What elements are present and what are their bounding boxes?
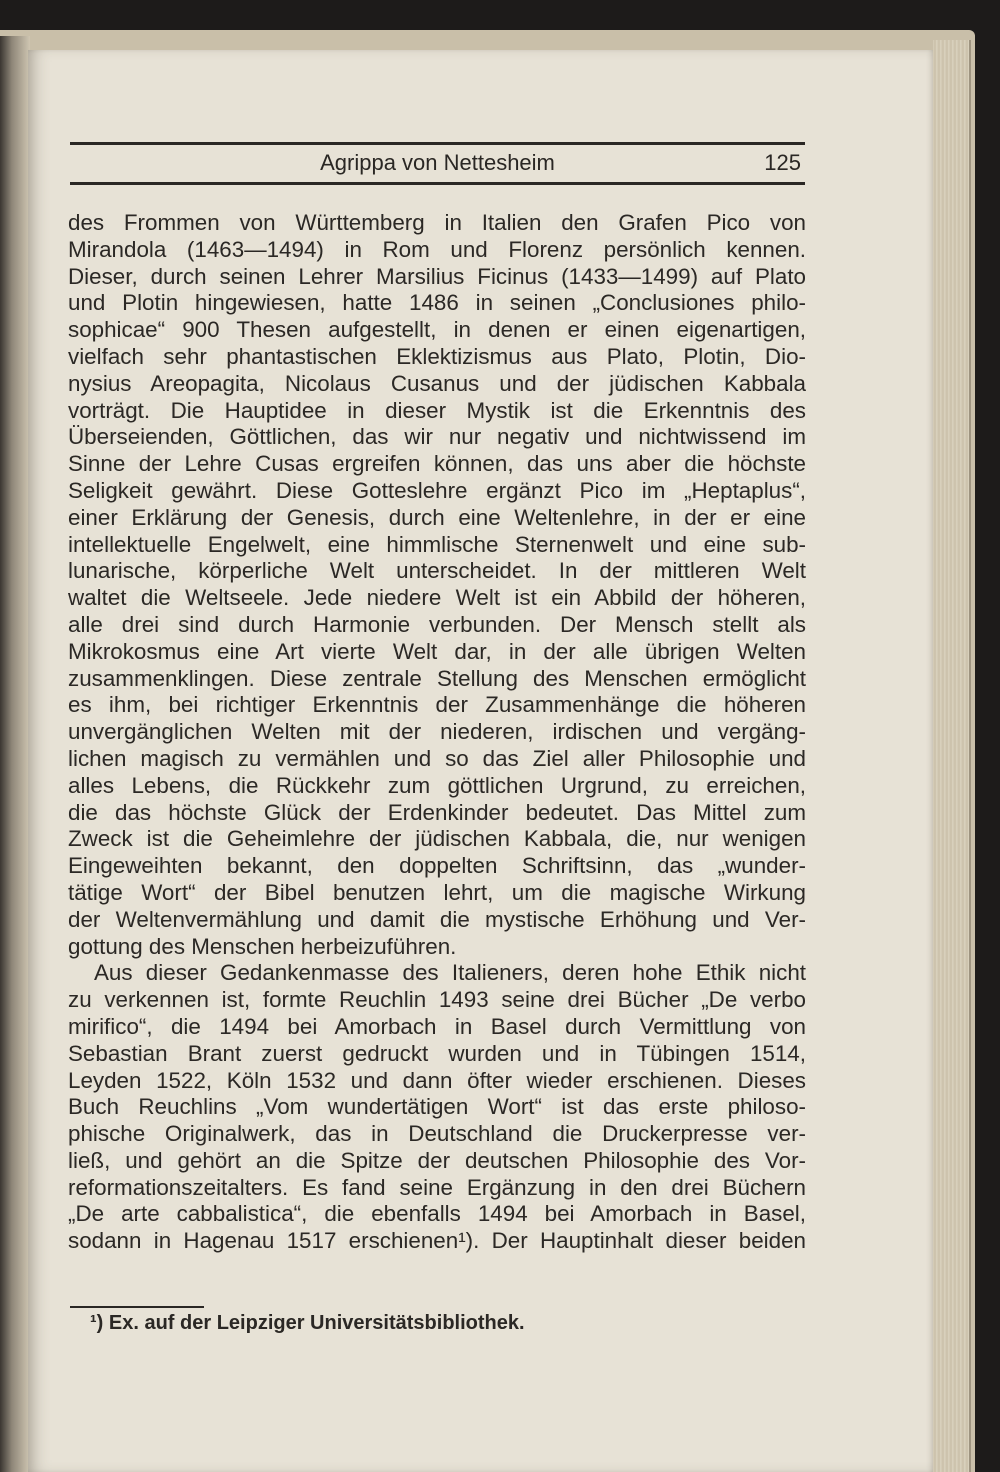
page-edges <box>933 40 971 1472</box>
footnote-rule <box>70 1306 204 1308</box>
text-line: alles Lebens, die Rückkehr zum göttlichen Urgrund, zu erreichen, <box>68 772 806 798</box>
text-line: Mirandola (1463—1494) in Rom und Florenz persönlich kennen. <box>68 236 806 262</box>
text-line: gottung des Menschen herbeizuführen. <box>68 933 457 959</box>
text-line: vielfach sehr phantastischen Eklektizismus aus Plato, Plotin, Dio- <box>68 343 806 369</box>
text-line: unvergänglichen Welten mit der niederen, irdischen und vergäng- <box>68 719 806 745</box>
text-line: einer Erklärung der Genesis, durch eine Weltenlehre, in der er eine <box>68 504 806 530</box>
text-line: Leyden 1522, Köln 1532 und dann öfter wieder erschienen. Dieses <box>68 1067 806 1093</box>
header-rule-bottom <box>70 182 805 185</box>
text-line: sophicae“ 900 Thesen aufgestellt, in denen er einen eigenartigen, <box>68 317 806 343</box>
text-line: Mikrokosmus eine Art vierte Welt dar, in der alle übrigen Welten <box>68 638 806 664</box>
text-line: ließ, und gehört an die Spitze der deutschen Philosophie des Vor- <box>68 1147 806 1173</box>
text-line: nysius Areopagita, Nicolaus Cusanus und der jüdischen Kabbala <box>68 370 806 396</box>
text-line: Buch Reuchlins „Vom wundertätigen Wort“ ist das erste philoso- <box>68 1094 806 1120</box>
text-line: der Weltenvermählung und damit die mystische Erhöhung und Ver- <box>68 906 806 932</box>
footnote-marker: ¹) <box>90 1312 104 1334</box>
text-line: waltet die Weltseele. Jede niedere Welt ist ein Abbild der höheren, <box>68 585 806 611</box>
text-line: Überseienden, Göttlichen, das wir nur negativ und nichtwissend im <box>68 424 806 450</box>
text-line: lichen magisch zu vermählen und so das Ziel aller Philosophie und <box>68 745 806 771</box>
running-head-title: Agrippa von Nettesheim <box>320 150 555 175</box>
text-line: die das höchste Glück der Erdenkinder bedeutet. Das Mittel zum <box>68 799 806 825</box>
text-line: zusammenklingen. Diese zentrale Stellung des Menschen ermöglicht <box>68 665 806 691</box>
text-line: lunarische, körperliche Welt unterscheidet. In der mittleren Welt <box>68 558 806 584</box>
body-text <box>68 210 806 1255</box>
text-line: tätige Wort“ der Bibel benutzen lehrt, um die magische Wirkung <box>68 879 806 905</box>
text-line: zu verkennen ist, formte Reuchlin 1493 seine drei Bücher „De verbo <box>68 987 806 1013</box>
text-line: und Plotin hingewiesen, hatte 1486 in seinen „Conclusiones philo- <box>68 290 806 316</box>
text-line: Dieser, durch seinen Lehrer Marsilius Ficinus (1433—1499) auf Plato <box>68 263 806 289</box>
text-line: phische Originalwerk, das in Deutschland die Druckerpresse ver- <box>68 1121 806 1147</box>
text-line: intellektuelle Engelwelt, eine himmlische Sternenwelt und eine sub- <box>68 531 806 557</box>
header-rule-top <box>70 142 805 145</box>
footnote-text: Ex. auf der Leipziger Universitätsbibliothek. <box>108 1312 525 1334</box>
text-line: es ihm, bei richtiger Erkenntnis der Zusammenhänge die höheren <box>68 692 806 718</box>
text-line: reformationszeitalters. Es fand seine Ergänzung in den drei Büchern <box>68 1174 806 1200</box>
text-line: Eingeweihten bekannt, den doppelten Schriftsinn, das „wunder- <box>68 853 806 879</box>
footnote <box>90 1312 525 1335</box>
text-line: Seligkeit gewährt. Diese Gotteslehre ergänzt Pico im „Heptaplus“, <box>68 477 806 503</box>
text-line: alle drei sind durch Harmonie verbunden. Der Mensch stellt als <box>68 611 806 637</box>
text-line: sodann in Hagenau 1517 erschienen¹). Der Hauptinhalt dieser beiden <box>68 1228 806 1254</box>
book-spine <box>0 36 30 1472</box>
text-line: vorträgt. Die Hauptidee in dieser Mystik ist die Erkenntnis des <box>68 397 806 423</box>
text-line: Aus dieser Gedankenmasse des Italieners, deren hohe Ethik nicht <box>94 960 806 986</box>
text-line: „De arte cabbalistica“, die ebenfalls 1494 bei Amorbach in Basel, <box>68 1201 806 1227</box>
text-line: Sinne der Lehre Cusas ergreifen können, das uns aber die höchste <box>68 451 806 477</box>
text-line: Sebastian Brant zuerst gedruckt wurden und in Tübingen 1514, <box>68 1040 806 1066</box>
text-line: Zweck ist die Geheimlehre der jüdischen Kabbala, die, nur wenigen <box>68 826 806 852</box>
running-head <box>70 148 805 180</box>
text-line: mirifico“, die 1494 bei Amorbach in Basel durch Vermittlung von <box>68 1013 806 1039</box>
page-number: 125 <box>764 150 801 175</box>
text-line: des Frommen von Württemberg in Italien den Grafen Pico von <box>68 210 806 235</box>
